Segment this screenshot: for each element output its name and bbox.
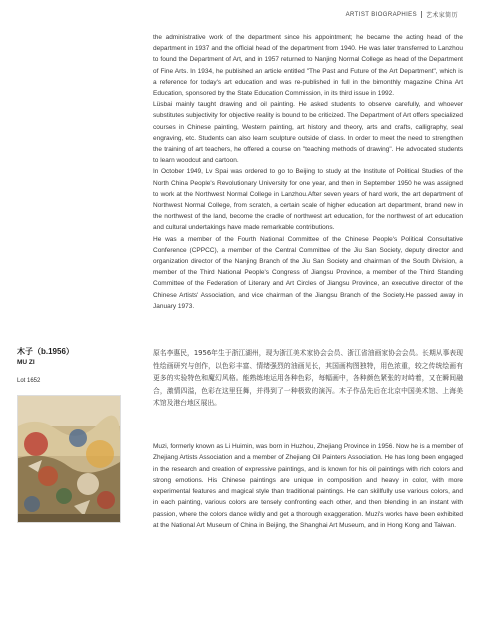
header-section-en: ARTIST BIOGRAPHIES: [345, 11, 417, 18]
artist-bio-cn: [153, 347, 463, 410]
bio-en-paragraph: Muzi, formerly known as Li Huimin, was born in Huzhou, Zhejiang Province in 1956. Now he is a member of Zhejiang Artists Association and a member of Zhejiang Oil Painters Association. He has long been engaged in the research and creation of expressive paintings, and is known for his oil paintings with rich colors and strong emotions. His Chinese paintings are unique in composition and heavy in color, with more experimental features and magical style than traditional paintings. He can skillfully use various colors, and in each painting, various colors are tensely confronting each other, and then blending in an instant with passion, where the colors dance wildly and get a thorough exaggeration. Muzi's works have been exhibited at the National Art Museum of China in Beijing, the Shanghai Art Museum, and in Hong Kong and Taiwan.: [153, 443, 463, 530]
bio-paragraph: the administrative work of the department since his appointment; he became the acting head of the department in 1937 and the official head of the department from 1940. He was later transferred to Lanzhou to found the Department of Art, and in 1957 returned to Nanjing Normal College as head of the Department of Fine Arts. In 1934, he published an article entitled "The Past and Future of the Art Department", which is a reference for today's art education and was re-published in full in the bimonthly magazine China Art Education, sponsored by the State Education Commission, in its third issue in 1992.: [153, 34, 463, 98]
bio-paragraph: In October 1949, Lv Spai was ordered to go to Beijing to study at the Institute of Political Studies of the North China People's Revolutionary University for one year, and then in September 1950 he was assigned to work at the Northwest Normal College in Lanzhou.After seven years of hard work, the art department of Northwest Normal College, from scratch, a certain scale of higher education art department, brand new in the northwest of the land, become the cradle of northwest art education, for the northwest of art education and cultural undertakings have made remarkable contributions.: [153, 168, 463, 232]
painting-image: [18, 396, 120, 522]
painting-thumbnail: [17, 395, 121, 523]
artist-name-en: MU ZI: [17, 359, 35, 366]
bio-cn-paragraph: 原名李惠民，1956年生于浙江湖州，现为浙江美术家协会会员、浙江省油画家协会会员。长期从事表现性绘画研究与创作，以色彩丰富、情绪强烈的油画见长，其国画构图独特，用色浓重，较之传统绘画有更多的实验特色和魔幻风格。能熟练地运用各种色彩，每幅画中，各种颜色紧张的对峙着，又在瞬间融合，激情四溢，色彩在这里狂舞，并得到了一种极致的演泻。木子作品先后在北京中国美术馆、上海美术馆及港台地区展出。: [153, 349, 463, 408]
artist-bio-en: [153, 441, 463, 531]
bio-paragraph: He was a member of the Fourth National Committee of the Chinese People's Political Consultative Conference (CPPCC), a member of the Central Committee of the Jiu San Society, deputy director and organization director of the Nanjing Branch of the Jiu San Society and chairman of the South Division, a member of the Third National People's Congress of Jiangsu Province, a member of the Third Standing Committee of the Federation of Literary and Art Circles of Jiangsu Province, an executive director of the Chinese Artists' Association, and vice chairman of the Jiangsu Branch of the Society.He passed away in January 1973.: [153, 235, 463, 310]
header-section-cn: 艺术家简历: [425, 13, 458, 19]
artist-name-cn: 木子（b.1956）: [17, 347, 74, 356]
bio-paragraph: Lüsbai mainly taught drawing and oil painting. He asked students to observe carefully, and whoever substitutes subjectivity for objective reality is bound to be criticized. The Department of Art offers specialized courses in Chinese painting, Western painting, art history and theory, arts and crafts, calligraphy, seal engraving, etc. Students can also learn sculpture outside of class. In order to meet the need to strengthen the training of art teachers, he offered a course on "teaching methods of drawing". He advocated students to learn woodcut and cartoon.: [153, 101, 463, 165]
artist-lot-block: [17, 346, 137, 384]
header-divider: [421, 11, 422, 18]
running-header: [346, 10, 458, 19]
biography-continued: [153, 32, 463, 312]
lot-number: Lot 1652: [17, 378, 41, 384]
